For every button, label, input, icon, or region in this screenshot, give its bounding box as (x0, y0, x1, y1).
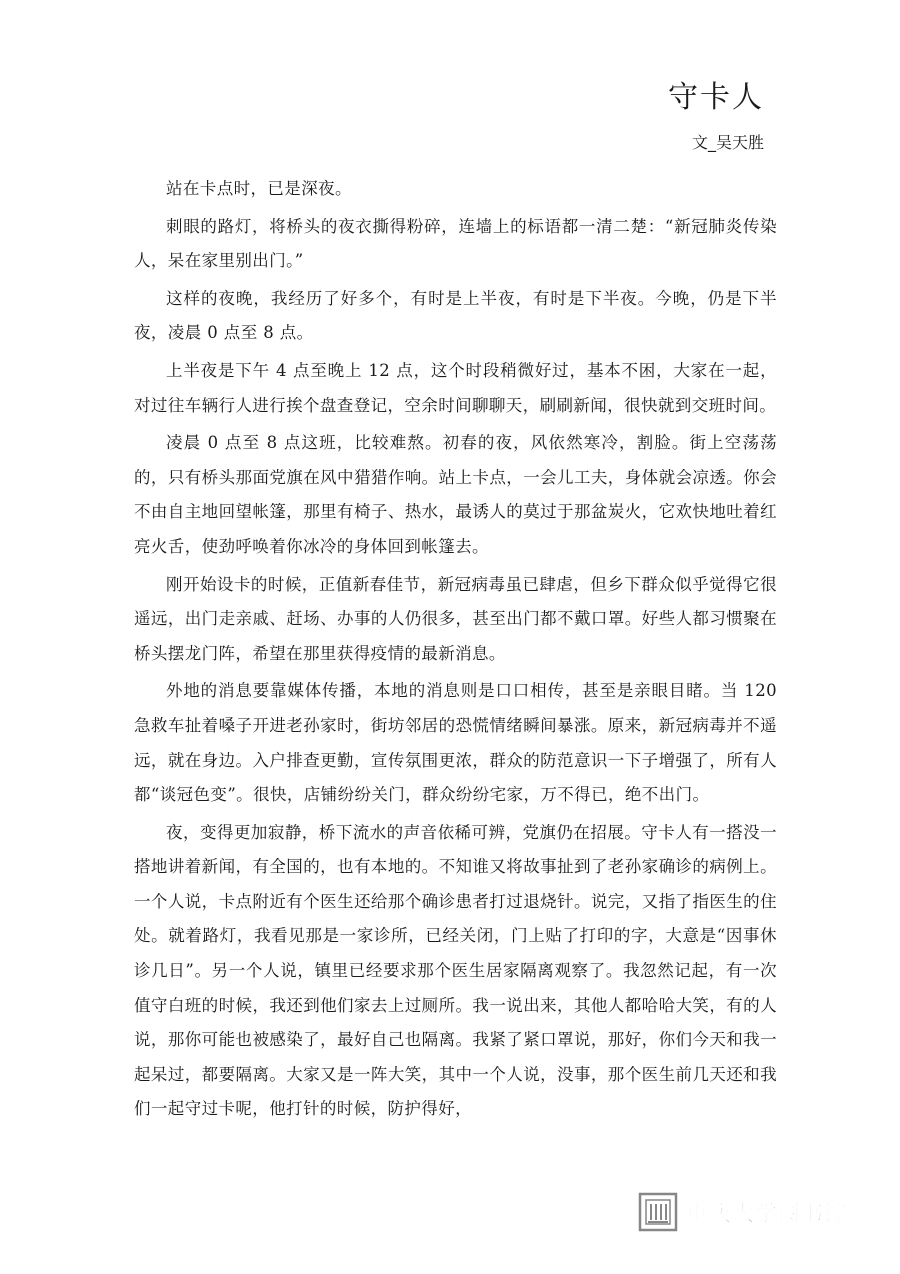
paragraph: 夜，变得更加寂静，桥下流水的声音依稀可辨，党旗仍在招展。守卡人有一搭没一搭地讲着新闻，有全国的，也有本地的。不知谁又将故事扯到了老孙家确诊的病例上。一个人说，卡点附近有个医生还给那个确诊患者打过退烧针。说完，又指了指医生的住处。就着路灯，我看见那是一家诊所，已经关闭，门上贴了打印的字，大意是“因事休诊几日”。另一个人说，镇里已经要求那个医生居家隔离观察了。我忽然记起，有一次值守白班的时候，我还到他们家去上过厕所。我一说出来，其他人都哈哈大笑，有的人说，那你可能也被感染了，最好自己也隔离。我紧了紧口罩说，那好，你们今天和我一起呆过，都要隔离。大家又是一阵大笑，其中一个人说，没事，那个医生前几天还和我们一起守过卡呢，他打针的时候，防护得好， (134, 822, 777, 1119)
library-logo-icon (638, 1192, 678, 1232)
paragraph: 这样的夜晚，我经历了好多个，有时是上半夜，有时是下半夜。今晚，仍是下半夜，凌晨 0 点至 8 点。 (134, 288, 777, 343)
paragraph: 刚开始设卡的时候，正值新春佳节，新冠病毒虽已肆虐，但乡下群众似乎觉得它很遥远，出门走亲戚、赶场、办事的人仍很多，甚至出门都不戴口罩。好些人都习惯聚在桥头摆龙门阵，希望在那里获得疫情的最新消息。 (134, 574, 777, 663)
paragraph: 刺眼的路灯，将桥头的夜衣撕得粉碎，连墙上的标语都一清二楚：“新冠肺炎传染人，呆在家里别出门。” (134, 216, 777, 271)
article-body (134, 172, 777, 1130)
paragraph: 上半夜是下午 4 点至晚上 12 点，这个时段稍微好过，基本不困，大家在一起，对过往车辆行人进行挨个盘查登记，空余时间聊聊天，刷刷新闻，很快就到交班时间。 (134, 360, 777, 415)
paragraph: 站在卡点时，已是深夜。 (166, 179, 352, 198)
paragraph: 凌晨 0 点至 8 点这班，比较难熬。初春的夜，风依然寒冷，割脸。街上空荡荡的，只有桥头那面党旗在风中猎猎作响。站上卡点，一会儿工夫，身体就会凉透。你会不由自主地回望帐篷，那里有椅子、热水，最诱人的莫过于那盆炭火，它欢快地吐着红亮火舌，使劲呼唤着你冰冷的身体回到帐篷去。 (134, 433, 777, 556)
page-title: 守卡人 (668, 80, 764, 115)
paragraph: 外地的消息要靠媒体传播，本地的消息则是口口相传，甚至是亲眼目睹。当 120 急救车扯着嗓子开进老孙家时，街坊邻居的恐慌情绪瞬间暴涨。原来，新冠病毒并不遥远，就在身边。入户排查更勤，宣传氛围更浓，群众的防范意识一下子增强了，所有人都“谈冠色变”。很快，店铺纷纷关门，群众纷纷宅家，万不得已，绝不出门。 (134, 681, 777, 805)
author-byline: 文_吴天胜 (691, 133, 764, 152)
watermark-text: 重庆大学图书馆 (686, 1201, 848, 1227)
library-watermark (638, 1190, 868, 1234)
